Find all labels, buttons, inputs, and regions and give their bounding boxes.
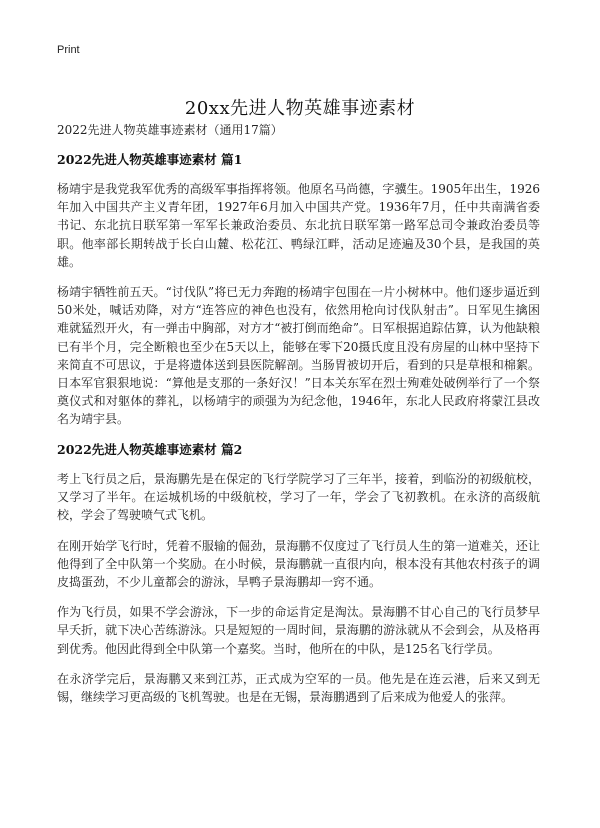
print-label: Print — [57, 44, 80, 56]
document-subtitle: 2022先进人物英雄事迹素材（通用17篇） — [57, 123, 283, 137]
paragraph: 在永济学完后，景海鹏又来到江苏，正式成为空军的一员。他先是在连云港，后来又到无锡，继续学习更高级的飞机驾驶。也是在无锡，景海鹏遇到了后来成为他爱人的张萍。 — [57, 671, 540, 705]
section-heading: 2022先进人物英雄事迹素材 篇2 — [57, 442, 243, 457]
paragraph: 杨靖宇是我党我军优秀的高级军事指挥将领。他原名马尚德，字骥生。1905年出生，1926年加入中国共产主义青年团，1927年6月加入中国共产党。1936年7月，任中共南满省委书记、东北抗日联军第一军军长兼政治委员、东北抗日联军第一路军总司令兼政治委员等职。他率部长期转战于长白山麓、松花江、鸭绿江畔，活动足迹遍及30个县，是我国的英雄。 — [57, 182, 540, 269]
document-title: 20xx先进人物英雄事迹素材 — [184, 98, 416, 120]
paragraph: 杨靖宇牺牲前五天。“讨伐队”将已无力奔跑的杨靖宇包围在一片小树林中。他们逐步逼近到50米处，喊话劝降，对方“连答应的神色也没有，依然用枪向讨伐队射击”。日军见生擒困难就猛烈开火，有一弹击中胸部，对方才“被打倒而绝命”。日军根据追踪估算，认为他缺粮已有半个月，完全断粮也至少在5天以上，能够在零下20摄氏度且没有房屋的山林中坚持下来简直不可思议，于是将遗体送到县医院解剖。当肠胃被切开后，看到的只是草根和棉絮。日本军官狠狠地说：“算他是支那的一条好汉！”日本关东军在烈士殉难处破例举行了一个祭奠仪式和对躯体的葬礼，以杨靖宇的顽强为为纪念他，1946年，东北人民政府将蒙江县改名为靖宇县。 — [57, 285, 540, 427]
section-heading: 2022先进人物英雄事迹素材 篇1 — [57, 152, 243, 167]
paragraph: 在刚开始学飞行时，凭着不服输的倔劲，景海鹏不仅度过了飞行员人生的第一道难关，还让他得到了全中队第一个奖励。在小时候，景海鹏就一直很内向，根本没有其他农村孩子的调皮捣蛋劲，不少儿童都会的游泳，旱鸭子景海鹏却一窍不通。 — [57, 538, 540, 590]
paragraph: 作为飞行员，如果不学会游泳，下一步的命运肯定是淘汰。景海鹏不甘心自己的飞行员梦早早夭折，就下决心苦练游泳。只是短短的一周时间，景海鹏的游泳就从不会到会，从及格再到优秀。他因此得到全中队第一个嘉奖。当时，他所在的中队，是125名飞行学员。 — [57, 605, 540, 656]
section-1 — [57, 150, 540, 441]
paragraph: 考上飞行员之后，景海鹏先是在保定的飞行学院学习了三年半，接着，到临汾的初级航校，又学习了半年。在运城机场的中级航校，学习了一年，学会了飞初教机。在永济的高级航校，学会了驾驶喷气式飞机。 — [57, 472, 540, 523]
section-2 — [57, 440, 540, 718]
